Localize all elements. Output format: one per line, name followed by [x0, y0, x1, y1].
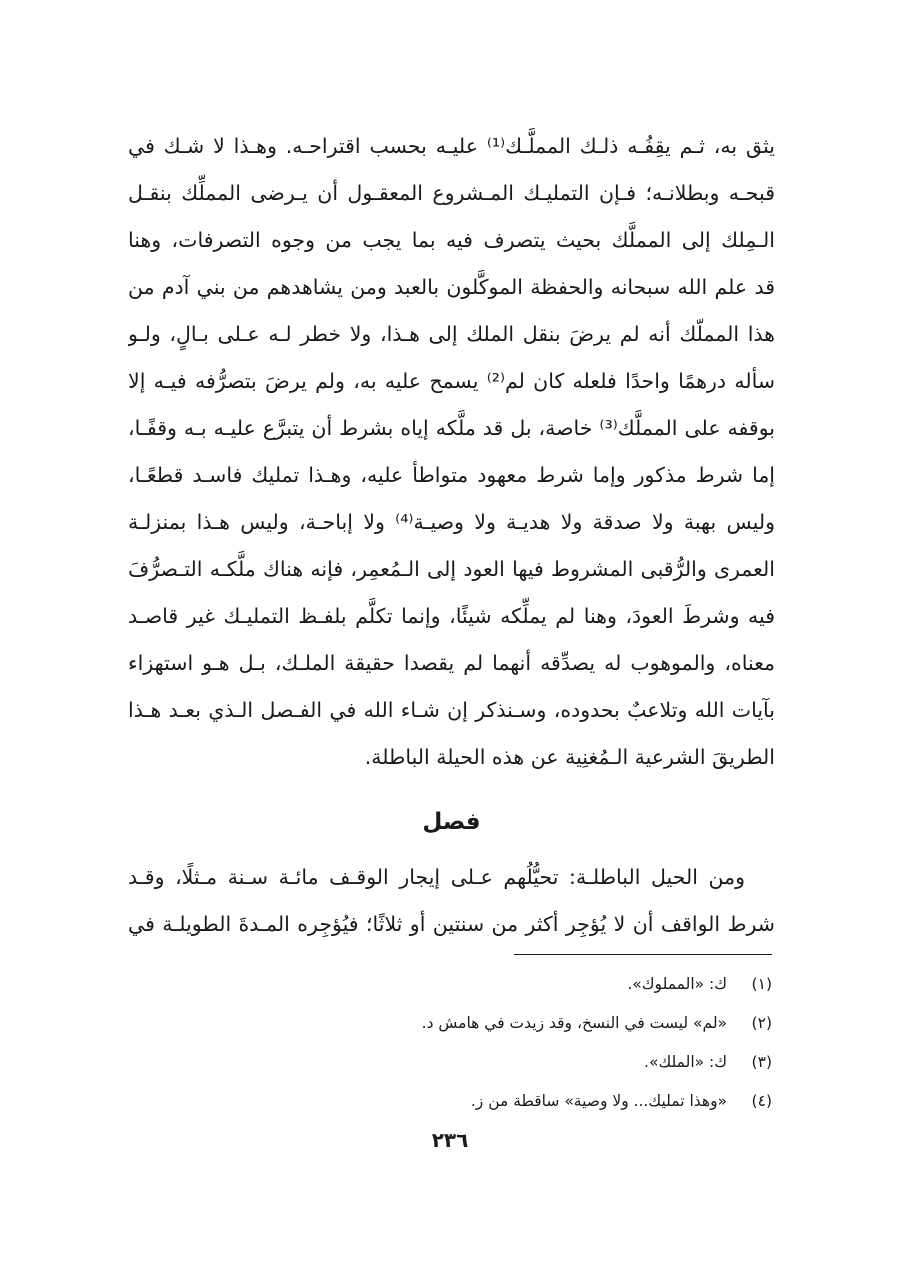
- footnote-text: ك: «المملوك».: [627, 975, 728, 993]
- page-number: ٢٣٦: [431, 1128, 469, 1152]
- footnote-number: (٢): [751, 1014, 772, 1032]
- text-line-3: الـمِلك إلى المملَّك بحيث يتصرف فيه بما يجب من وجوه التصرفات، وهنا: [128, 228, 775, 252]
- footnote-4: [172, 1082, 772, 1121]
- text-line-16: شرط الواقف أن لا يُؤجِر أكثر من سنتين أو ثلاثًا؛ فيُؤجِره المـدةَ الطويلـة في: [128, 912, 775, 936]
- section-title: فصل: [422, 809, 481, 835]
- footnote-2: [172, 1004, 772, 1043]
- text-line-6: سأله درهمًا واحدًا فلعله كان لم⁽²⁾ يسمح عليه به، ولم يرضَ بتصرُّفه فيـه إلا: [128, 369, 775, 393]
- text-line-13: بآيات الله وتلاعبٌ بحدوده، وسـنذكر إن شـاء الله في الفـصل الـذي بعـد هـذا: [128, 698, 775, 722]
- text-line-2: قبحـه وبطلانـه؛ فـإن التمليـك المـشروع المعقـول أن يـرضى المملِّك بنقـل: [128, 181, 775, 205]
- footnote-number: (١): [751, 975, 772, 993]
- text-line-4: قد علم الله سبحانه والحفظة الموكَّلون بالعبد ومن يشاهدهم من بني آدم من: [128, 275, 775, 299]
- text-line-8: إما شرط مذكور وإما شرط معهود متواطأ عليه، وهـذا تمليك فاسـد قطعًـا،: [128, 463, 775, 487]
- footnotes: [172, 965, 772, 1121]
- footnote-number: (٤): [751, 1092, 772, 1110]
- footnote-text: «وهذا تمليك... ولا وصية» ساقطة من ز.: [470, 1092, 728, 1110]
- text-line-15: ومن الحيل الباطلـة: تحيُّلُهم عـلى إيجار الوقـف مائـة سـنة مـثلًا، وقـد: [128, 865, 745, 889]
- text-line-12: معناه، والموهوب له يصدِّقه أنهما لم يقصدا حقيقة الملـك، بـل هـو استهزاء: [128, 651, 775, 675]
- text-line-7: بوقفه على المملَّك⁽³⁾ خاصة، بل قد ملَّكه إياه بشرط أن يتبرَّع عليـه بـه وقفًـا،: [128, 416, 775, 440]
- text-line-9: وليس بهبة ولا صدقة ولا هديـة ولا وصيـة⁽⁴⁾ ولا إباحـة، وليس هـذا بمنزلـة: [128, 510, 775, 534]
- text-line-1: يثق به، ثـم يقِفُـه ذلـك المملَّـك⁽¹⁾ عليـه بحسب اقتراحـه. وهـذا لا شـك في: [128, 134, 775, 158]
- footnote-number: (٣): [751, 1053, 772, 1071]
- footnote-3: [172, 1043, 772, 1082]
- text-line-14: الطريقَ الشرعية الـمُغنِية عن هذه الحيلة الباطلة.: [364, 745, 775, 769]
- footnote-text: «لم» ليست في النسخ، وقد زيدت في هامش د.: [421, 1014, 728, 1032]
- footnote-text: ك: «الملك».: [644, 1053, 728, 1071]
- text-line-10: العمرى والرُّقبى المشروط فيها العود إلى الـمُعمِر، فإنه هناك ملَّكـه التـصرُّفَ: [128, 557, 775, 581]
- footnote-divider: [514, 954, 772, 955]
- text-line-11: فيه وشرطَ العودَ، وهنا لم يملِّكه شيئًا، وإنما تكلَّم بلفـظ التمليـك غير قاصـد: [128, 604, 775, 628]
- text-line-5: هذا المملّك أنه لم يرضَ بنقل الملك إلى هـذا، ولا خطر لـه عـلى بـالٍ، ولـو: [128, 322, 775, 346]
- footnote-1: [172, 965, 772, 1004]
- main-text: [128, 123, 775, 948]
